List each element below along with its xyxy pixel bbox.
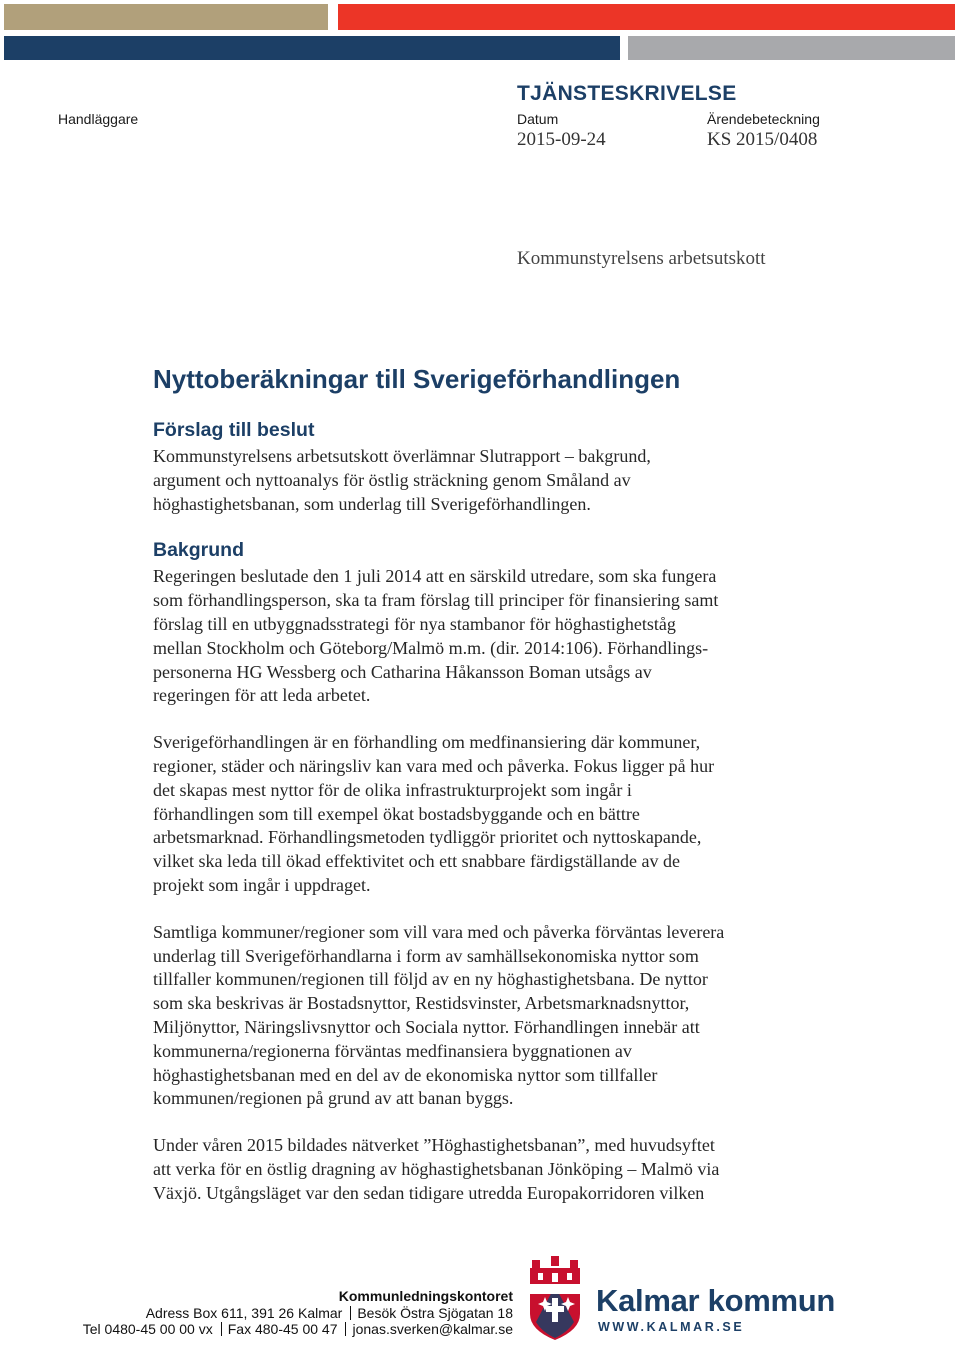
- paragraph-line: Växjö. Utgångsläget var den sedan tidigare utredda Europakorridoren vilken: [153, 1182, 705, 1203]
- paragraph-line: att verka för en östlig dragning av höghastighetsbanan Jönköping – Malmö via: [153, 1158, 720, 1179]
- paragraph-line: argument och nyttoanalys för östlig sträckning genom Småland av: [153, 469, 631, 490]
- kalmar-crest-icon: [526, 1254, 584, 1342]
- footer-visit: Besök Östra Sjögatan 18: [357, 1304, 513, 1321]
- footer-contact: [83, 1288, 513, 1338]
- footer-separator: [221, 1322, 222, 1336]
- paragraph: [153, 1134, 833, 1205]
- datum-label: Datum: [517, 111, 559, 127]
- paragraph-line: Kommunstyrelsens arbetsutskott överlämnar Slutrapport – bakgrund,: [153, 446, 651, 466]
- footer-fax: Fax 480-45 00 47: [227, 1321, 338, 1337]
- paragraph-line: höghastighetsbanan, som underlag till Sverigeförhandlingen.: [153, 493, 591, 514]
- paragraph-line: Sverigeförhandlingen är en förhandling om medfinansiering där kommuner,: [153, 732, 701, 753]
- paragraph: [153, 445, 833, 516]
- paragraph-line: Regeringen beslutade den 1 juli 2014 att en särskild utredare, som ska fungera: [153, 566, 717, 587]
- page-title: Nyttoberäkningar till Sverigeförhandlingen: [153, 364, 681, 394]
- section-heading-forslag: Förslag till beslut: [153, 419, 315, 441]
- paragraph-line: projekt som ingår i uppdraget.: [153, 874, 371, 895]
- footer-address-line: [83, 1305, 513, 1322]
- document-type: TJÄNSTESKRIVELSE: [517, 82, 737, 105]
- paragraph-line: Under våren 2015 bildades nätverket ”Höghastighetsbanan”, med huvudsyftet: [153, 1135, 715, 1156]
- datum-value: 2015-09-24: [517, 129, 606, 150]
- paragraph-line: förhandlingen som till exempel ökat bostadsbyggande och en bättre: [153, 803, 640, 824]
- paragraph-line: personerna HG Wessberg och Catharina Håkansson Boman utsågs av: [153, 661, 652, 682]
- section-heading-bakgrund: Bakgrund: [153, 539, 245, 562]
- arende-label: Ärendebeteckning: [707, 111, 820, 127]
- footer-separator: [345, 1322, 346, 1336]
- header-bar-navy: [4, 36, 620, 60]
- arende-value: KS 2015/0408: [707, 129, 818, 150]
- paragraph: [153, 565, 833, 708]
- footer-phone-line: [83, 1321, 513, 1338]
- paragraph-line: Samtliga kommuner/regioner som vill vara med och påverka förväntas leverera: [153, 921, 725, 942]
- recipient: Kommunstyrelsens arbetsutskott: [517, 248, 766, 269]
- footer-separator: [350, 1306, 351, 1320]
- paragraph-line: tillfaller kommunen/regionen till följd av en ny höghastighetsbana. De nyttor: [153, 969, 708, 990]
- paragraph-line: förslag till en utbyggnadsstrategi för nya stambanor för höghastighetståg: [153, 613, 676, 634]
- footer-phone: Tel 0480-45 00 00 vx: [82, 1321, 213, 1337]
- paragraph-line: underlag till Sverigeförhandlarna i form av samhällsekonomiska nyttor som: [153, 945, 699, 966]
- paragraph: [153, 731, 833, 898]
- paragraph-line: vilket ska leda till ökad effektivitet och ett snabbare färdigställande av de: [153, 851, 680, 872]
- paragraph-line: arbetsmarknad. Förhandlingsmetoden tydliggör prioritet och nyttoskapande,: [153, 827, 702, 848]
- handlaggare-label: Handläggare: [58, 111, 139, 127]
- paragraph-line: som förhandlingsperson, ska ta fram förslag till principer för finansiering samt: [153, 590, 719, 611]
- logo-name: Kalmar kommun: [596, 1283, 835, 1318]
- paragraph-line: som ska beskrivas är Bostadsnyttor, Restidsvinster, Arbetsmarknadsnyttor,: [153, 993, 690, 1014]
- footer-office: Kommunledningskontoret: [338, 1288, 513, 1304]
- paragraph-line: höghastighetsbanan med en del av de ekonomiska nyttor som tillfaller: [153, 1064, 658, 1085]
- paragraph-line: kommunerna/regionerna förväntas medfinansiera byggnationen av: [153, 1040, 632, 1061]
- paragraph-line: mellan Stockholm och Göteborg/Malmö m.m. (dir. 2014:106). Förhandlings-: [153, 637, 709, 658]
- footer-email[interactable]: jonas.sverken@kalmar.se: [352, 1321, 513, 1337]
- paragraph-line: kommunen/regionen på grund av att banan byggs.: [153, 1088, 514, 1109]
- paragraph-line: regeringen för att leda arbetet.: [153, 685, 371, 706]
- header-bar-tan: [4, 4, 328, 30]
- paragraph: [153, 921, 833, 1111]
- paragraph-line: Miljönyttor, Näringslivsnyttor och Sociala nyttor. Förhandlingen innebär att: [153, 1016, 700, 1037]
- header-bar-red: [338, 4, 955, 30]
- main-content: [153, 362, 833, 1206]
- logo-url[interactable]: WWW.KALMAR.SE: [598, 1320, 745, 1334]
- paragraph-line: det skapas mest nyttor för de olika infrastrukturprojekt som ingår i: [153, 779, 632, 800]
- paragraph-line: regioner, städer och näringsliv kan vara med och påverka. Fokus ligger på hur: [153, 755, 715, 776]
- footer-address: Adress Box 611, 391 26 Kalmar: [145, 1304, 343, 1321]
- header-bar-grey: [628, 36, 955, 60]
